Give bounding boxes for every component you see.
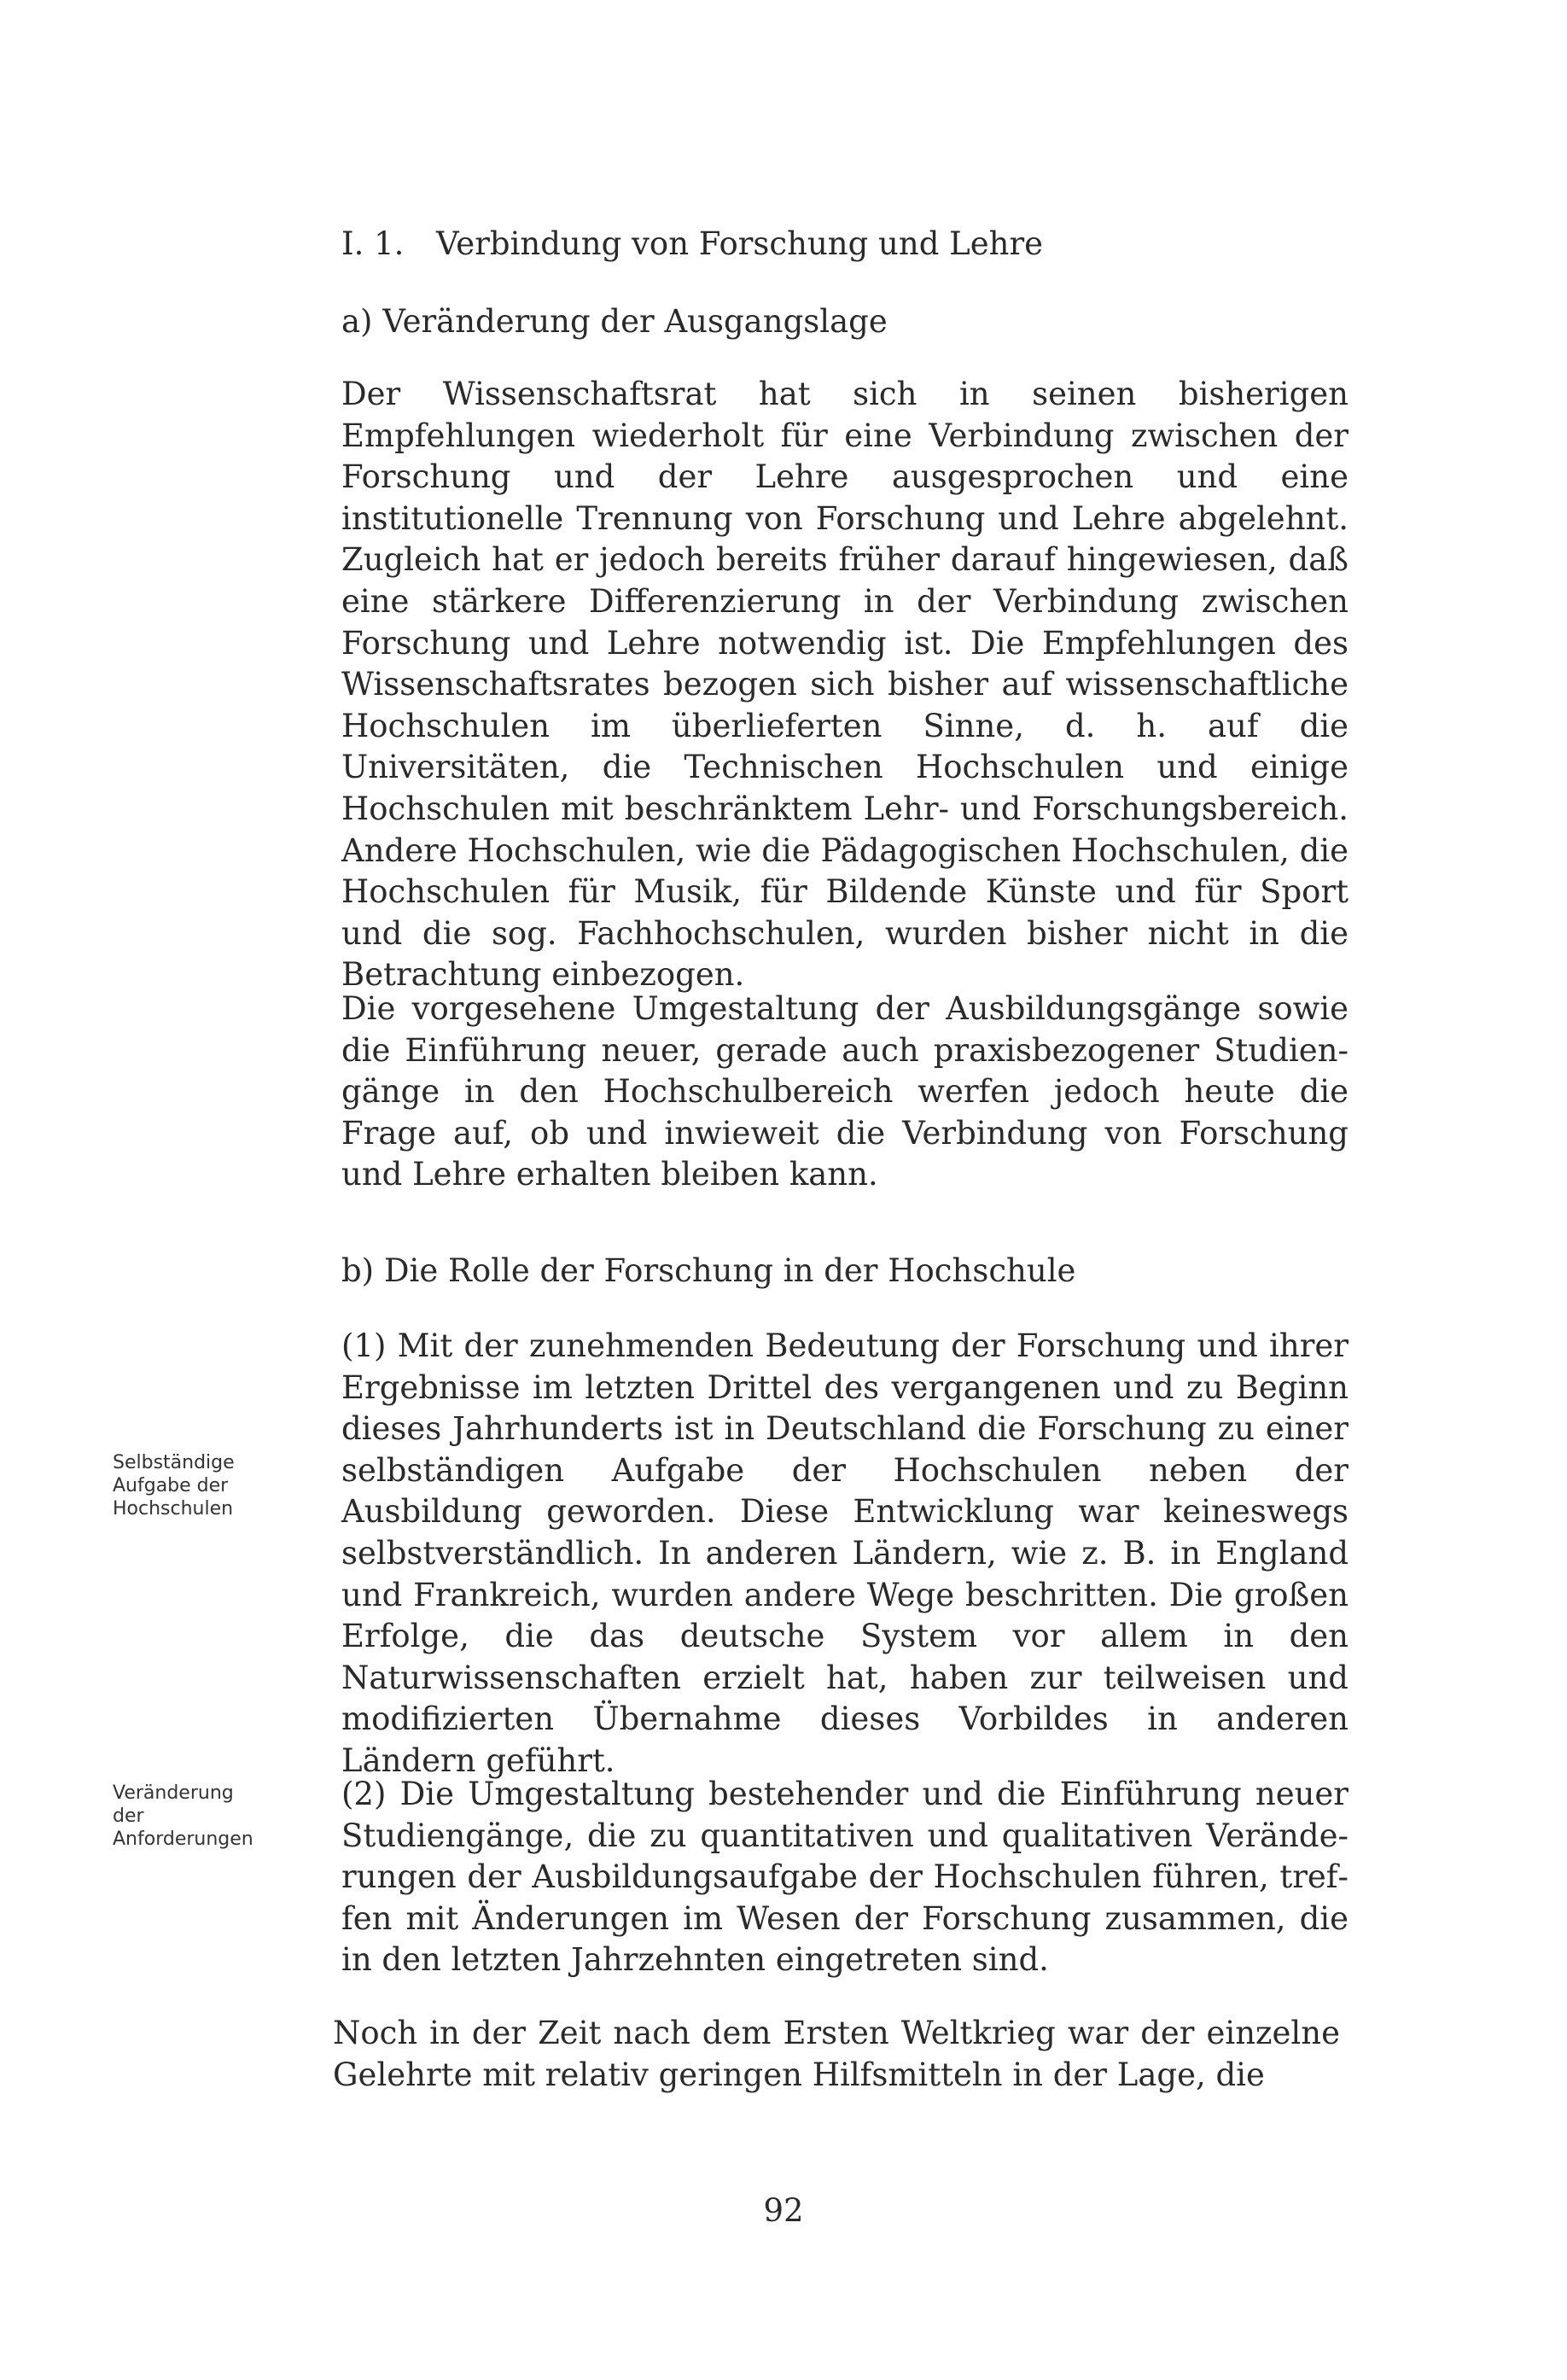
margin-note-line: Anforderungen — [113, 1829, 253, 1850]
paragraph-text: Noch in der Zeit nach dem Ersten Weltkrieg war der einzelne Gelehrte mit relativ geringen Hilfsmitteln in der Lage, die — [333, 2015, 1340, 2093]
paragraph-b3 — [333, 2013, 1340, 2096]
page-number: 92 — [763, 2192, 804, 2229]
margin-note-line: Veränderung — [113, 1782, 234, 1804]
margin-note-changed-requirements — [113, 1782, 283, 1851]
paragraph-a1 — [341, 374, 1349, 996]
paragraph-text: (1) Mit der zunehmenden Bedeutung der Forschung und ihrer Ergebnisse im letzten Drittel des vergangenen und zu Beginn dieses Jahrhunderts ist in Deutschland die Forschung zu einer selbständigen Aufgabe der Hochschulen neben der Ausbildung geworden. Diese Entwicklung war keineswegs selbstverständlich. In anderen Ländern, wie z. B. in England und Frankreich, wurden andere Wege beschritten. Die großen Erfolge, die das deutsche System vor allem in den Naturwissenschaften erzielt hat, haben zur teilweisen und modifizierten Übernahme dieses Vorbildes in anderen Ländern geführt. — [341, 1327, 1349, 1779]
paragraph-text: (2) Die Umgestaltung bestehender und die Einführung neuer Studiengänge, die zu quantitativen und qualitativen Veränderungen der Ausbildungsaufgabe der Hochschulen führen, treffen mit Änderungen im Wesen der Forschung zusammen, die in den letzten Jahrzehnten eingetreten sind. — [341, 1776, 1349, 1979]
margin-note-line: der — [113, 1805, 144, 1827]
paragraph-a2 — [341, 989, 1349, 1196]
paragraph-text: Die vorgesehene Umgestaltung der Ausbildungsgänge sowie die Einführung neuer, gerade auch praxisbezogener Studiengänge in den Hochschulbereich werfen jedoch heute die Frage auf, ob und inwieweit die Verbindung von Forschung und Lehre erhalten bleiben kann. — [341, 990, 1349, 1193]
section-title: Verbindung von Forschung und Lehre — [435, 225, 1044, 262]
subsection-a-title: a) Veränderung der Ausgangslage — [341, 303, 888, 340]
subsection-b-title: b) Die Rolle der Forschung in der Hochschule — [341, 1252, 1076, 1289]
paragraph-b1 — [341, 1326, 1349, 1782]
paragraph-text: Der Wissenschaftsrat hat sich in seinen bisherigen Empfehlungen wiederholt für eine Verbindung zwischen der Forschung und der Lehre ausgesprochen und eine institutionelle Trennung von Forschung und Lehre abgelehnt. Zugleich hat er jedoch bereits früher darauf hingewiesen, daß eine stärkere Differenzierung in der Verbindung zwischen Forschung und Lehre notwendig ist. Die Empfehlungen des Wissenschaftsrates bezogen sich bisher auf wissenschaftliche Hochschulen im überlieferten Sinne, d. h. auf die Universitäten, die Technischen Hochschulen und einige Hochschulen mit beschränktem Lehr- und Forschungsbereich. Andere Hochschulen, wie die Pädagogischen Hochschulen, die Hochschulen für Musik, für Bildende Künste und für Sport und die sog. Fachhochschulen, wurden bisher nicht in die Betrachtung einbezogen. — [341, 376, 1349, 994]
paragraph-b2 — [341, 1774, 1349, 1981]
margin-note-line: Hochschulen — [113, 1498, 234, 1520]
margin-note-line: Selbständige — [113, 1452, 235, 1473]
margin-note-line: Aufgabe der — [113, 1475, 229, 1496]
section-heading — [341, 224, 1043, 265]
section-number: I. 1. — [341, 225, 405, 262]
margin-note-independent-task — [113, 1451, 283, 1520]
